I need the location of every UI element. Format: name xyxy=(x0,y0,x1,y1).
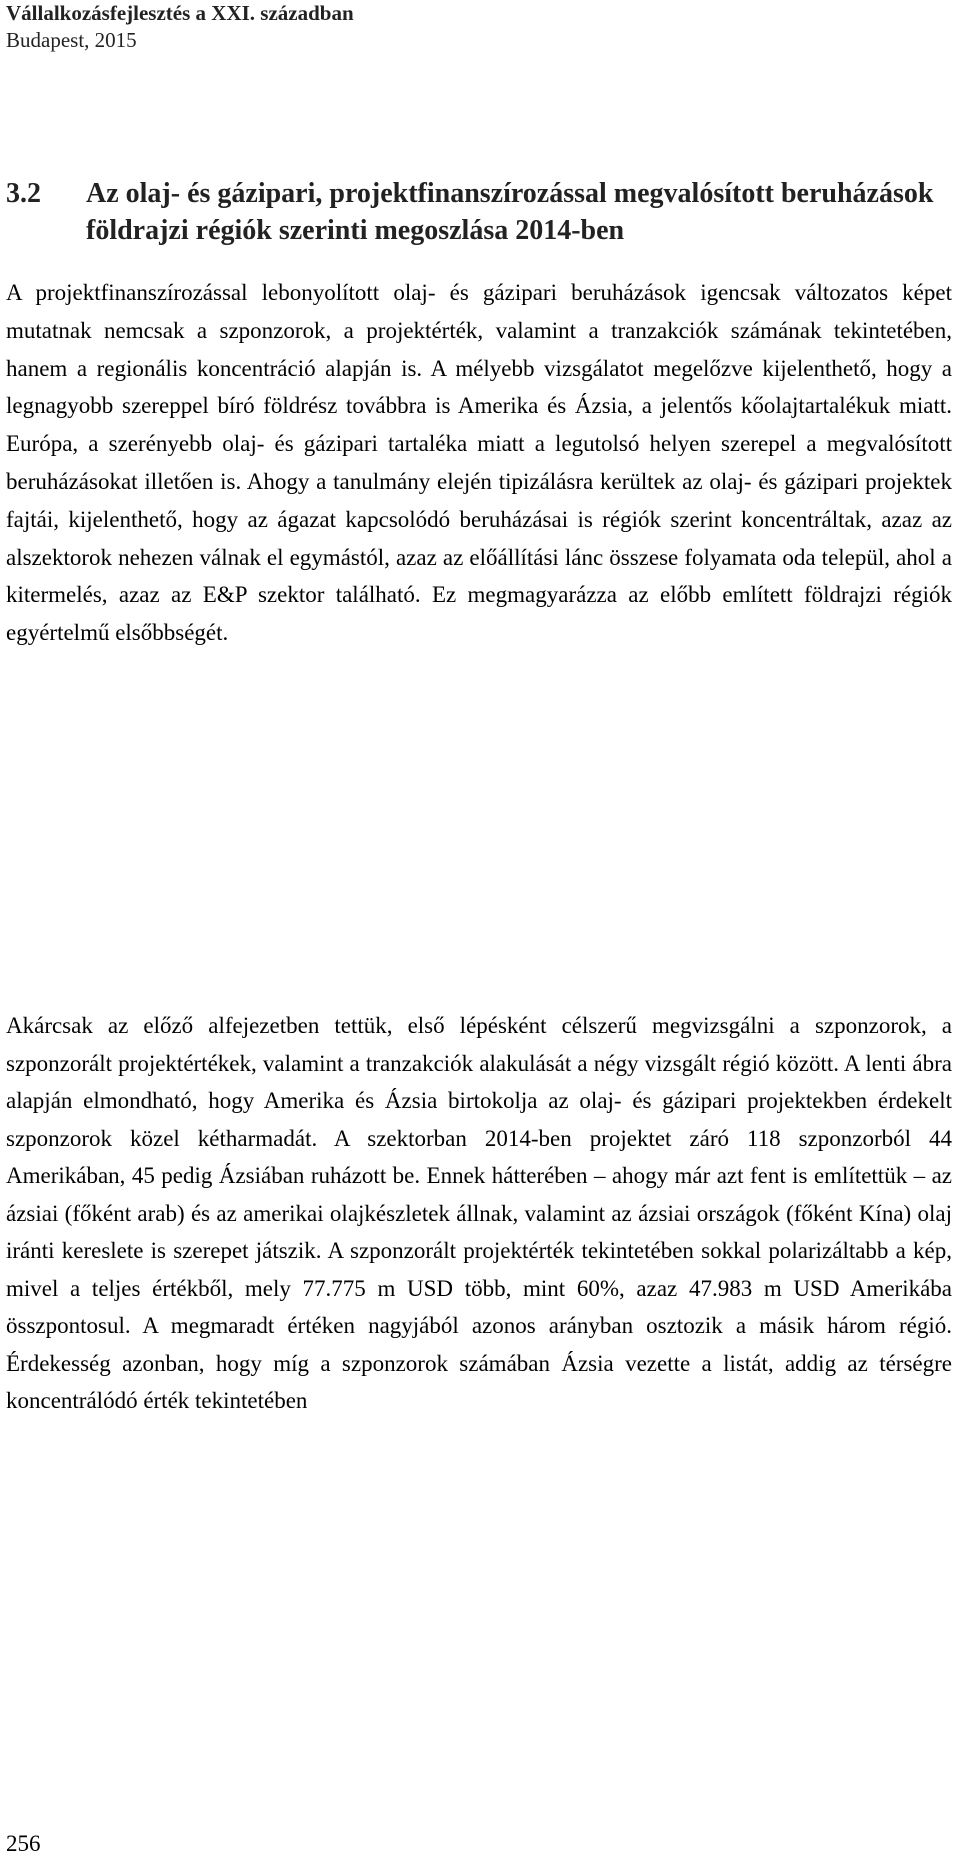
section-number: 3.2 xyxy=(6,178,41,209)
header-subtitle: Budapest, 2015 xyxy=(6,28,137,52)
section-heading xyxy=(6,175,952,249)
body-paragraph-2: Akárcsak az előző alfejezetben tettük, első lépésként célszerű megvizsgálni a szponzorok, a szponzorált projektértékek, valamint a tranzakciók alakulását a négy vizsgált régió között. A lenti ábra alapján elmondható, hogy Amerika és Ázsia birtokolja az olaj- és gázipari projektekben érdekelt szponzorok közel kétharmadát. A szektorban 2014-ben projektet záró 118 szponzorból 44 Amerikában, 45 pedig Ázsiában ruházott be. Ennek hátterében – ahogy már azt fent is említettük – az ázsiai (főként arab) és az amerikai olajkészletek állnak, valamint az ázsiai országok (főként Kína) olaj iránti kereslete is szerepet játszik. A szponzorált projektérték tekintetében sokkal polarizáltabb a kép, mivel a teljes értékből, mely 77.775 m USD több, mint 60%, azaz 47.983 m USD Amerikába összpontosul. A megmaradt értéken nagyjából azonos arányban osztozik a másik három régió. Érdekesség azonban, hogy míg a szponzorok számában Ázsia vezette a listát, addig az térségre koncentrálódó érték tekintetében xyxy=(6,1013,952,1413)
section-title: Az olaj- és gázipari, projektfinanszírozással megvalósított beruházások földrajzi régiók szerinti megoszlása 2014-ben xyxy=(86,178,934,246)
header-title: Vállalkozásfejlesztés a XXI. században xyxy=(6,1,354,25)
page-number: 256 xyxy=(6,1831,41,1856)
running-header xyxy=(6,0,354,54)
body-paragraph-1: A projektfinanszírozással lebonyolított olaj- és gázipari beruházások igencsak változatos képet mutatnak nemcsak a szponzorok, a projektérték, valamint a tranzakciók számának tekintetében, hanem a regionális koncentráció alapján is. A mélyebb vizsgálatot megelőzve kijelenthető, hogy a legnagyobb szereppel bíró földrész továbbra is Amerika és Ázsia, a jelentős kőolajtartalékuk miatt. Európa, a szerényebb olaj- és gázipari tartaléka miatt a legutolsó helyen szerepel a megvalósított beruházásokat illetően is. Ahogy a tanulmány elején tipizálásra kerültek az olaj- és gázipari projektek fajtái, kijelenthető, hogy az ágazat kapcsolódó beruházásai is régiók szerint koncentráltak, azaz az alszektorok nehezen válnak el egymástól, azaz az előállítási lánc összese folyamata oda települ, ahol a kitermelés, azaz az E&P szektor található. Ez megmagyarázza az előbb említett földrajzi régiók egyértelmű elsőbbségét. xyxy=(6,280,952,646)
